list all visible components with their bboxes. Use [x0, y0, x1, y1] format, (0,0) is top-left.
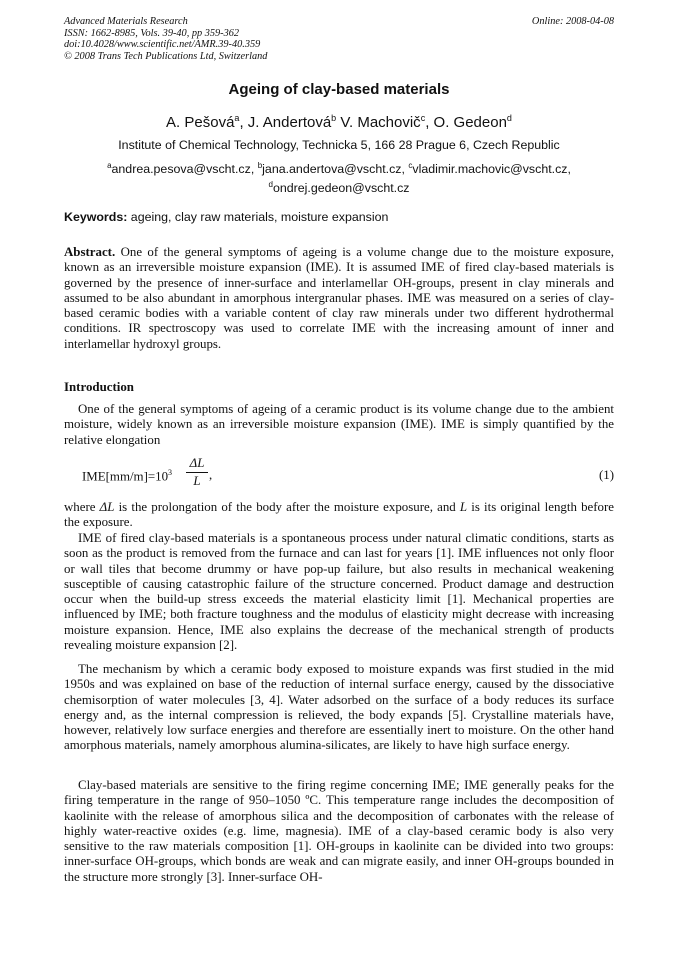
keywords-label: Keywords: — [64, 210, 128, 224]
paragraph — [64, 500, 614, 531]
paragraph: One of the general symptoms of ageing of a ceramic product is its volume change due to the ambient moisture, widely known as an irreversible moisture expansion (IME). IME is simply quantified by the relative elongation — [64, 402, 614, 447]
section-heading-introduction: Introduction — [64, 380, 134, 394]
email-address[interactable]: vladimir.machovic@vscht.cz, — [412, 162, 571, 177]
affiliation: Institute of Chemical Technology, Technicka 5, 166 28 Prague 6, Czech Republic — [118, 138, 560, 152]
equation-number: (1) — [598, 468, 614, 482]
journal-name: Advanced Materials Research — [64, 16, 188, 27]
email-sup: c — [408, 161, 413, 170]
email-sup: b — [257, 161, 263, 170]
equation-lhs-text: IME[mm/m]=10 — [82, 469, 169, 484]
copyright-line: © 2008 Trans Tech Publications Ltd, Switzerland — [64, 50, 268, 62]
issn-line: ISSN: 1662-8985, Vols. 39-40, pp 359-362 — [64, 27, 240, 39]
email-address[interactable]: ondrej.gedeon@vscht.cz — [272, 181, 410, 196]
text-run: is the prolongation of the body after the moisture exposure, and — [114, 500, 460, 514]
equation-exponent: 3 — [168, 468, 173, 477]
author-name: A. Pešová — [166, 114, 235, 131]
paragraph: Clay-based materials are sensitive to the firing regime concerning IME; IME generally peaks for the firing temperature in the range of 950–1050 ºC. This temperature range includes the decomposition of kaolinite with the release of amorphous silica and the decomposition of carbonates with the release of highly water-reactive oxides (e.g. lime, magnesia). IME of a clay-based ceramic body is also very sensitive to the raw materials composition [1]. OH-groups in kaolinite can be divided into two groups: inner-surface OH-groups, which bonds are weak and can migrate easily, and inner OH-groups bounded in the structure more strongly [3]. Inner-surface OH- — [64, 778, 614, 884]
equation-1 — [82, 456, 614, 496]
email-address[interactable]: jana.andertova@vscht.cz, — [262, 162, 409, 177]
equation-numerator: ΔL — [186, 456, 208, 473]
author-sep: , — [239, 114, 248, 131]
author-name: J. Andertová — [247, 114, 332, 131]
online-date: Online: 2008-04-08 — [531, 16, 614, 27]
email-sup: a — [107, 161, 112, 170]
author-name: V. Machovič — [340, 114, 421, 131]
keywords — [64, 210, 388, 224]
symbol-l: L — [459, 500, 468, 514]
author-name: O. Gedeon — [433, 114, 507, 131]
author-list — [0, 113, 678, 131]
email-list — [70, 158, 608, 196]
paper-title: Ageing of clay-based materials — [228, 81, 450, 98]
equation-lhs — [82, 468, 172, 484]
equation-comma: , — [209, 468, 213, 482]
equation-denominator: L — [193, 474, 201, 488]
abstract-label: Abstract. — [64, 245, 116, 259]
keywords-text: ageing, clay raw materials, moisture expansion — [127, 210, 389, 224]
email-sup: d — [268, 180, 273, 190]
author-sep: , — [425, 114, 434, 131]
email-address[interactable]: andrea.pesova@vscht.cz, — [111, 162, 258, 177]
paragraph: The mechanism by which a ceramic body exposed to moisture expands was first studied in the mid 1950s and was explained on base of the reduction of internal surface energy, caused by the dissociative chemisorption of water molecules [3, 4]. Water adsorbed on the surface of a body reduces its surface energy and, as the internal compression is relieved, the body expands [5]. Crystalline materials have, however, relatively low surface energies and therefore are essentially inert to moisture. On the other hand amorphous materials, namely amorphous alumina-silicates, are likely to have high surface energy. — [64, 662, 614, 753]
author-sup: a — [234, 113, 240, 123]
journal-header — [64, 16, 267, 62]
author-sup: b — [331, 113, 337, 123]
paragraph: IME of fired clay-based materials is a spontaneous process under natural climatic conditions, starts as soon as the product is removed from the furnace and can last for years [1]. IME influences not only floor or wall tiles that become drummy or have pop-up failure, but also results in mechanical weakening susceptible of causing catastrophic failure of the structure concerned. Product damage and destruction occur when the build-up stress exceeds the material elasticity limit [1]. Mechanical properties are influenced by IME; both fracture toughness and the modulus of elasticity might decrease with increasing moisture expansion. Hence, IME also explains the decrease of the mechanical strength of products revealing moisture expansion [2]. — [64, 531, 614, 653]
author-sup: c — [420, 113, 426, 123]
text-run: where — [64, 500, 100, 514]
text-run: is its original length before the exposure. — [64, 500, 615, 530]
doi-line: doi:10.4028/www.scientific.net/AMR.39-40.359 — [64, 39, 261, 50]
author-sup: d — [506, 113, 512, 123]
equation-fraction — [186, 456, 208, 489]
abstract — [64, 245, 614, 352]
symbol-delta-l: ΔL — [99, 500, 115, 514]
abstract-text: One of the general symptoms of ageing is a volume change due to the moisture exposure, known as an irreversible moisture expansion (IME). It is assumed IME of fired clay-based materials is governed by the presence of inner-surface and interlamellar OH-groups, present in clay minerals and assumed to be also abundant in amorphous intergranular phases. IME was measured on a series of clay-based ceramic bodies with a variable content of clay raw minerals under two different hydrothermal conditions. IR spectroscopy was used to correlate IME with the increasing amount of inner and interlamellar hydroxyl groups. — [64, 245, 614, 351]
